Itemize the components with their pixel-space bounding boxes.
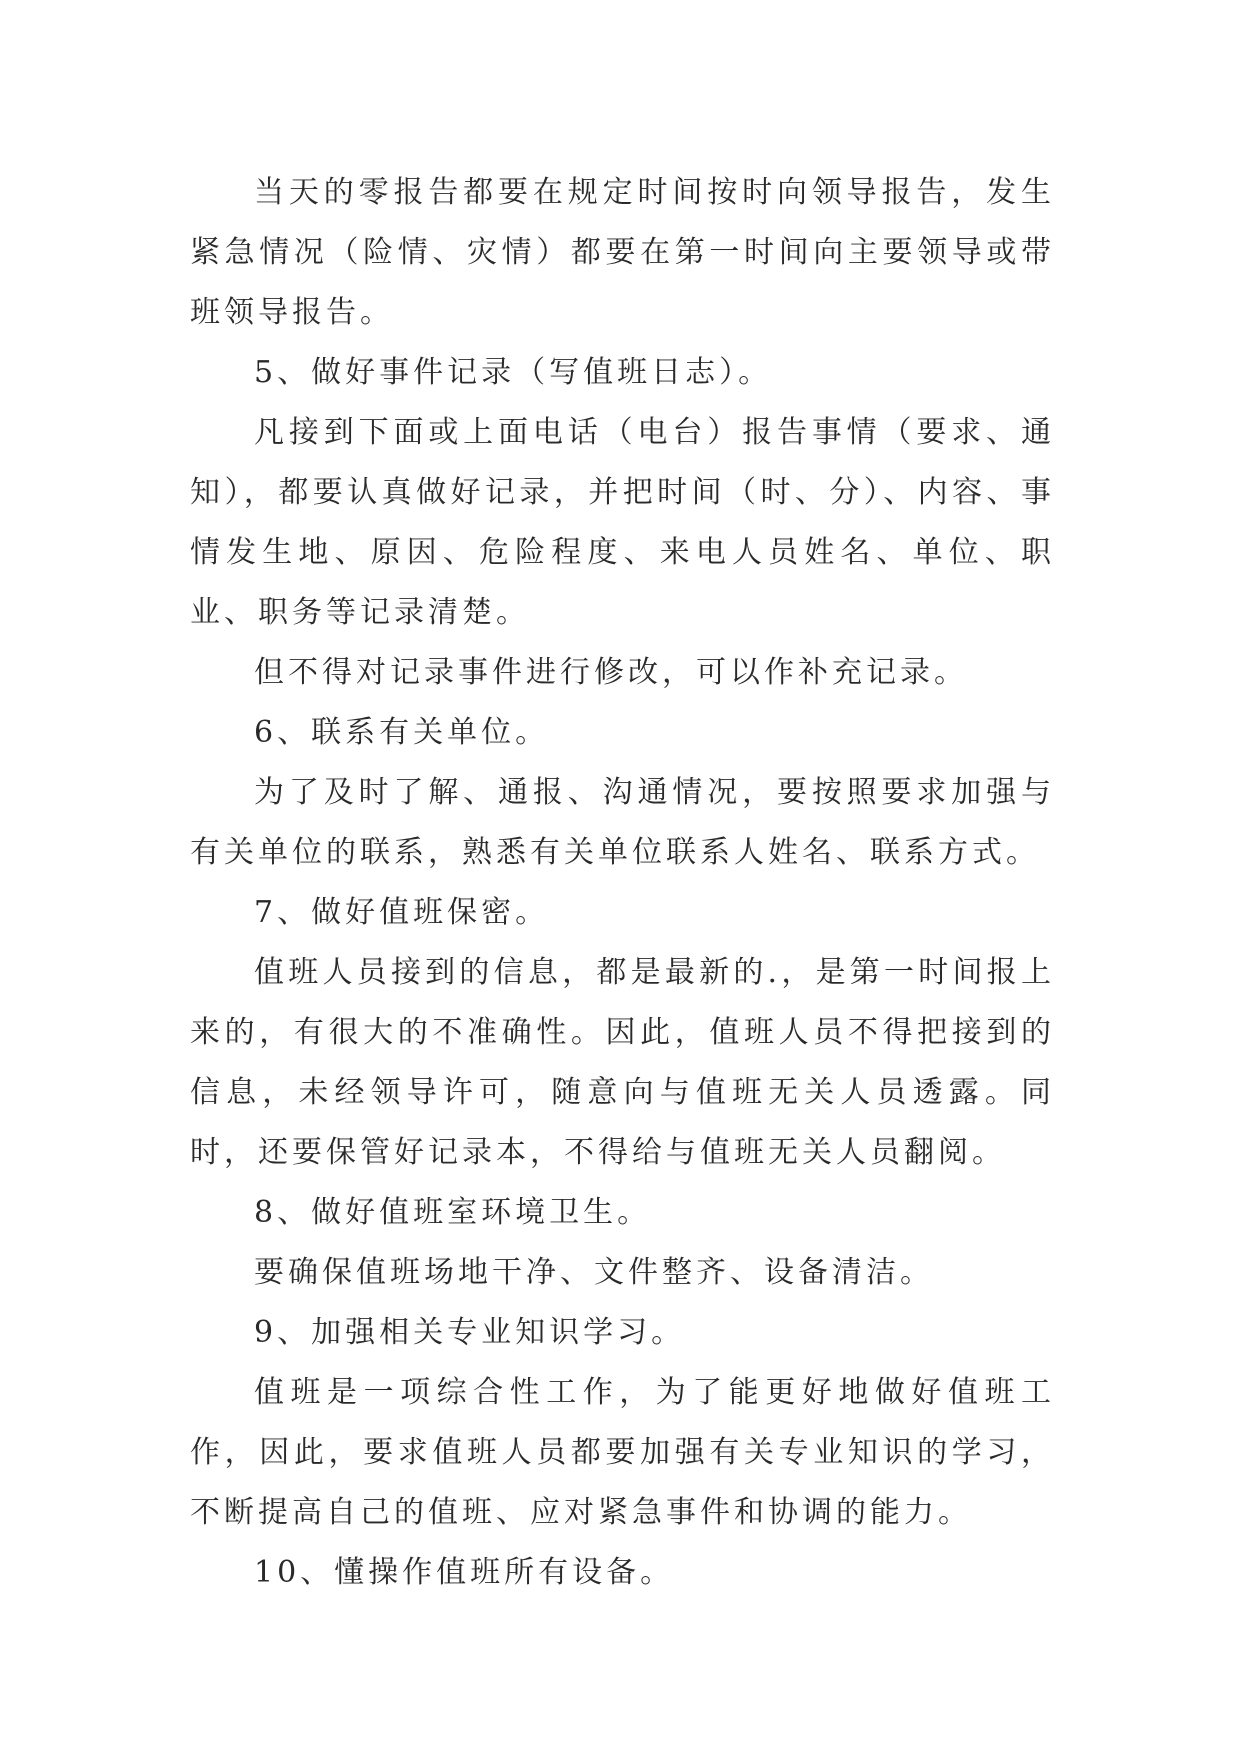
paragraph-hygiene: 要确保值班场地干净、文件整齐、设备清洁。 [254, 1255, 934, 1290]
paragraph-no-modification: 但不得对记录事件进行修改，可以作补充记录。 [254, 655, 968, 690]
document-body [190, 163, 1055, 1603]
heading-9-study: 9、加强相关专业知识学习。 [254, 1315, 686, 1350]
heading-7-confidentiality: 7、做好值班保密。 [254, 895, 550, 930]
paragraph-zero-report: 当天的零报告都要在规定时间按时向领导报告，发生紧急情况（险情、灾情）都要在第一时间向主要领导或带班领导报告。 [190, 175, 1055, 330]
paragraph-record-details: 凡接到下面或上面电话（电台）报告事情（要求、通知），都要认真做好记录，并把时间（时、分）、内容、事情发生地、原因、危险程度、来电人员姓名、单位、职业、职务等记录清楚。 [190, 415, 1055, 630]
heading-10-equipment: 10、懂操作值班所有设备。 [254, 1555, 675, 1590]
paragraph-confidentiality: 值班人员接到的信息，都是最新的.，是第一时间报上来的，有很大的不准确性。因此，值班人员不得把接到的信息，未经领导许可，随意向与值班无关人员透露。同时，还要保管好记录本，不得给与值班无关人员翻阅。 [190, 955, 1055, 1170]
heading-6-contact-units: 6、联系有关单位。 [254, 715, 550, 750]
paragraph-study: 值班是一项综合性工作，为了能更好地做好值班工作，因此，要求值班人员都要加强有关专业知识的学习，不断提高自己的值班、应对紧急事件和协调的能力。 [190, 1375, 1055, 1530]
heading-8-hygiene: 8、做好值班室环境卫生。 [254, 1195, 652, 1230]
paragraph-contact-units: 为了及时了解、通报、沟通情况，要按照要求加强与有关单位的联系，熟悉有关单位联系人姓名、联系方式。 [190, 775, 1055, 870]
heading-5-event-record: 5、做好事件记录（写值班日志）。 [254, 355, 773, 390]
